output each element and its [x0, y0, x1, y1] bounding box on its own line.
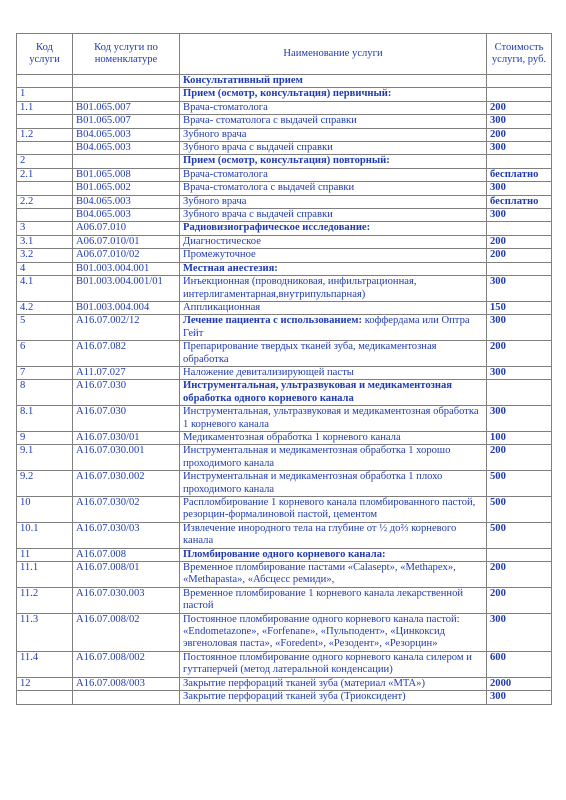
- cell-price: [487, 548, 552, 561]
- cell-code: [17, 182, 73, 195]
- cell-service-name: Инструментальная и медикаментозная обработка 1 хорошо проходимого канала: [180, 445, 487, 471]
- cell-code: 1: [17, 88, 73, 101]
- header-nomenclature: Код услуги по номенклатуре: [73, 34, 180, 75]
- table-row: [17, 691, 552, 704]
- cell-service-name: Зубного врача: [180, 128, 487, 141]
- table-row: [17, 262, 552, 275]
- cell-code: 4: [17, 262, 73, 275]
- cell-service-name: Постоянное пломбирование одного корневого канала силером и гуттаперчей (метод латеральной конденсации): [180, 651, 487, 677]
- cell-price: 150: [487, 301, 552, 314]
- cell-nomenclature: A11.07.027: [73, 366, 180, 379]
- table-row: [17, 341, 552, 367]
- cell-service-name: Зубного врача с выдачей справки: [180, 209, 487, 222]
- table-row: [17, 142, 552, 155]
- cell-service-name: Радиовизиографическое исследование:: [180, 222, 487, 235]
- cell-nomenclature: [73, 155, 180, 168]
- cell-service-name: Инструментальная, ультразвуковая и медикаментозная обработка 1 корневого канала: [180, 406, 487, 432]
- cell-nomenclature: B01.003.004.001: [73, 262, 180, 275]
- price-list-page: [16, 33, 551, 705]
- table-row: [17, 88, 552, 101]
- table-row: [17, 276, 552, 302]
- cell-code: 3.2: [17, 249, 73, 262]
- cell-service-name: Постоянное пломбирование одного корневого канала пастой: «Endometazone», «Forfenane», «Пульподент», «Цинкоксид эвгеноловая паста», «Foredent», «Резодент», «Резорцин»: [180, 613, 487, 651]
- table-row: [17, 115, 552, 128]
- cell-service-name: Аппликационная: [180, 301, 487, 314]
- cell-price: [487, 88, 552, 101]
- cell-nomenclature: [73, 75, 180, 88]
- cell-code: 2.2: [17, 195, 73, 208]
- header-price: Стоимость услуги, руб.: [487, 34, 552, 75]
- cell-service-name: Зубного врача с выдачей справки: [180, 142, 487, 155]
- cell-price: 500: [487, 522, 552, 548]
- cell-price: 500: [487, 497, 552, 523]
- cell-price: 300: [487, 406, 552, 432]
- cell-code: [17, 209, 73, 222]
- cell-nomenclature: A16.07.030.002: [73, 471, 180, 497]
- cell-nomenclature: A16.07.030: [73, 406, 180, 432]
- cell-price: 200: [487, 249, 552, 262]
- cell-nomenclature: A16.07.008/003: [73, 677, 180, 690]
- price-table: [16, 33, 552, 705]
- cell-nomenclature: A06.07.010/02: [73, 249, 180, 262]
- cell-price: [487, 222, 552, 235]
- cell-price: 300: [487, 142, 552, 155]
- table-row: [17, 406, 552, 432]
- cell-service-name: Временное пломбирование пастами «Calasept», «Methapex», «Methapasta», «Абсцесс ремиди»,: [180, 562, 487, 588]
- cell-nomenclature: A16.07.030: [73, 380, 180, 406]
- cell-price: 200: [487, 587, 552, 613]
- cell-nomenclature: B01.065.007: [73, 101, 180, 114]
- cell-code: 1.1: [17, 101, 73, 114]
- cell-price: [487, 75, 552, 88]
- cell-code: 9.2: [17, 471, 73, 497]
- table-row: [17, 677, 552, 690]
- cell-price: 600: [487, 651, 552, 677]
- table-row: [17, 235, 552, 248]
- cell-service-name: Инструментальная и медикаментозная обработка 1 плохо проходимого канала: [180, 471, 487, 497]
- cell-nomenclature: A16.07.082: [73, 341, 180, 367]
- cell-code: 3.1: [17, 235, 73, 248]
- table-row: [17, 471, 552, 497]
- table-row: [17, 155, 552, 168]
- cell-price: 200: [487, 562, 552, 588]
- cell-price: 200: [487, 101, 552, 114]
- cell-nomenclature: B01.065.007: [73, 115, 180, 128]
- table-row: [17, 101, 552, 114]
- table-row: [17, 497, 552, 523]
- cell-nomenclature: B04.065.003: [73, 142, 180, 155]
- cell-service-name: Инструментальная, ультразвуковая и медикаментозная обработка одного корневого канала: [180, 380, 487, 406]
- cell-service-name: Промежуточное: [180, 249, 487, 262]
- cell-price: 300: [487, 276, 552, 302]
- cell-nomenclature: B01.065.008: [73, 168, 180, 181]
- cell-price: бесплатно: [487, 195, 552, 208]
- cell-code: 9: [17, 431, 73, 444]
- cell-code: 7: [17, 366, 73, 379]
- header-code: Код услуги: [17, 34, 73, 75]
- table-row: [17, 222, 552, 235]
- table-row: [17, 587, 552, 613]
- cell-price: [487, 262, 552, 275]
- cell-nomenclature: A16.07.008: [73, 548, 180, 561]
- cell-price: 200: [487, 341, 552, 367]
- table-row: [17, 249, 552, 262]
- cell-service-name: Прием (осмотр, консультация) первичный:: [180, 88, 487, 101]
- cell-code: 11.1: [17, 562, 73, 588]
- cell-price: [487, 155, 552, 168]
- cell-nomenclature: B04.065.003: [73, 195, 180, 208]
- cell-code: 4.1: [17, 276, 73, 302]
- cell-code: 3: [17, 222, 73, 235]
- cell-code: 11.4: [17, 651, 73, 677]
- cell-nomenclature: B04.065.003: [73, 209, 180, 222]
- cell-code: 10.1: [17, 522, 73, 548]
- cell-price: 200: [487, 128, 552, 141]
- cell-nomenclature: A06.07.010: [73, 222, 180, 235]
- cell-code: 10: [17, 497, 73, 523]
- service-name-bold-part: Лечение пациента с использованием:: [183, 315, 363, 327]
- cell-nomenclature: A06.07.010/01: [73, 235, 180, 248]
- cell-nomenclature: A16.07.008/01: [73, 562, 180, 588]
- cell-service-name: [180, 315, 487, 341]
- cell-price: 300: [487, 315, 552, 341]
- table-body: [17, 75, 552, 705]
- cell-service-name: Медикаментозная обработка 1 корневого канала: [180, 431, 487, 444]
- cell-code: 2.1: [17, 168, 73, 181]
- cell-service-name: Извлечение инородного тела на глубине от ½ до⅔ корневого канала: [180, 522, 487, 548]
- table-row: [17, 522, 552, 548]
- table-row: [17, 445, 552, 471]
- cell-service-name: Врача-стоматолога: [180, 168, 487, 181]
- cell-code: 12: [17, 677, 73, 690]
- cell-price: 300: [487, 115, 552, 128]
- header-service-name: Наименование услуги: [180, 34, 487, 75]
- cell-service-name: Распломбирование 1 корневого канала пломбированного пастой, резорцин-формалиновой пастой, цементом: [180, 497, 487, 523]
- cell-service-name: Закрытие перфораций тканей зуба (материал «MTA»): [180, 677, 487, 690]
- cell-code: [17, 75, 73, 88]
- cell-price: 300: [487, 366, 552, 379]
- table-row: [17, 431, 552, 444]
- cell-service-name: Препарирование твердых тканей зуба, медикаментозная обработка: [180, 341, 487, 367]
- cell-nomenclature: B01.003.004.001/01: [73, 276, 180, 302]
- cell-nomenclature: A16.07.030/03: [73, 522, 180, 548]
- table-row: [17, 301, 552, 314]
- table-row: [17, 613, 552, 651]
- cell-code: 2: [17, 155, 73, 168]
- cell-code: 9.1: [17, 445, 73, 471]
- cell-code: [17, 115, 73, 128]
- cell-price: 300: [487, 613, 552, 651]
- cell-service-name: Диагностическое: [180, 235, 487, 248]
- table-row: [17, 651, 552, 677]
- cell-nomenclature: A16.07.008/002: [73, 651, 180, 677]
- cell-service-name: Прием (осмотр, консультация) повторный:: [180, 155, 487, 168]
- cell-price: 300: [487, 209, 552, 222]
- table-row: [17, 209, 552, 222]
- table-row: [17, 195, 552, 208]
- table-header-row: [17, 34, 552, 75]
- cell-code: 1.2: [17, 128, 73, 141]
- cell-service-name: Врача-стоматолога: [180, 101, 487, 114]
- cell-code: [17, 691, 73, 704]
- table-row: [17, 548, 552, 561]
- cell-service-name: Инъекционная (проводниковая, инфильтрационная, интерлигаментарная,внутрипульпарная): [180, 276, 487, 302]
- cell-nomenclature: A16.07.030/02: [73, 497, 180, 523]
- cell-nomenclature: [73, 88, 180, 101]
- cell-code: 4.2: [17, 301, 73, 314]
- cell-code: 11: [17, 548, 73, 561]
- table-row: [17, 366, 552, 379]
- cell-price: 300: [487, 182, 552, 195]
- cell-price: бесплатно: [487, 168, 552, 181]
- table-row: [17, 380, 552, 406]
- cell-service-name: Зубного врача: [180, 195, 487, 208]
- cell-nomenclature: B04.065.003: [73, 128, 180, 141]
- cell-nomenclature: A16.07.008/02: [73, 613, 180, 651]
- table-row: [17, 562, 552, 588]
- cell-nomenclature: A16.07.030.001: [73, 445, 180, 471]
- cell-price: 100: [487, 431, 552, 444]
- cell-code: 8.1: [17, 406, 73, 432]
- cell-price: [487, 380, 552, 406]
- cell-service-name: Временное пломбирование 1 корневого канала лекарственной пастой: [180, 587, 487, 613]
- cell-nomenclature: B01.003.004.004: [73, 301, 180, 314]
- cell-price: 200: [487, 445, 552, 471]
- service-name-rest-part: коффердама или Оптра Гейт: [183, 315, 470, 339]
- cell-code: 5: [17, 315, 73, 341]
- cell-service-name: Консультативный прием: [180, 75, 487, 88]
- cell-service-name: Пломбирование одного корневого канала:: [180, 548, 487, 561]
- cell-price: 300: [487, 691, 552, 704]
- cell-service-name: Врача-стоматолога с выдачей справки: [180, 182, 487, 195]
- cell-service-name: Врача- стоматолога с выдачей справки: [180, 115, 487, 128]
- table-row: [17, 168, 552, 181]
- cell-price: 200: [487, 235, 552, 248]
- cell-price: 2000: [487, 677, 552, 690]
- cell-nomenclature: A16.07.030/01: [73, 431, 180, 444]
- cell-nomenclature: A16.07.002/12: [73, 315, 180, 341]
- table-row: [17, 128, 552, 141]
- cell-price: 500: [487, 471, 552, 497]
- cell-code: 11.3: [17, 613, 73, 651]
- table-row: [17, 182, 552, 195]
- cell-service-name: Закрытие перфораций тканей зуба (Триоксидент): [180, 691, 487, 704]
- table-row: [17, 75, 552, 88]
- cell-nomenclature: A16.07.030.003: [73, 587, 180, 613]
- cell-code: [17, 142, 73, 155]
- cell-code: 6: [17, 341, 73, 367]
- cell-service-name: Местная анестезия:: [180, 262, 487, 275]
- cell-nomenclature: B01.065.002: [73, 182, 180, 195]
- cell-service-name: Наложение девитализирующей пасты: [180, 366, 487, 379]
- cell-code: 8: [17, 380, 73, 406]
- table-row: [17, 315, 552, 341]
- cell-code: 11.2: [17, 587, 73, 613]
- cell-nomenclature: [73, 691, 180, 704]
